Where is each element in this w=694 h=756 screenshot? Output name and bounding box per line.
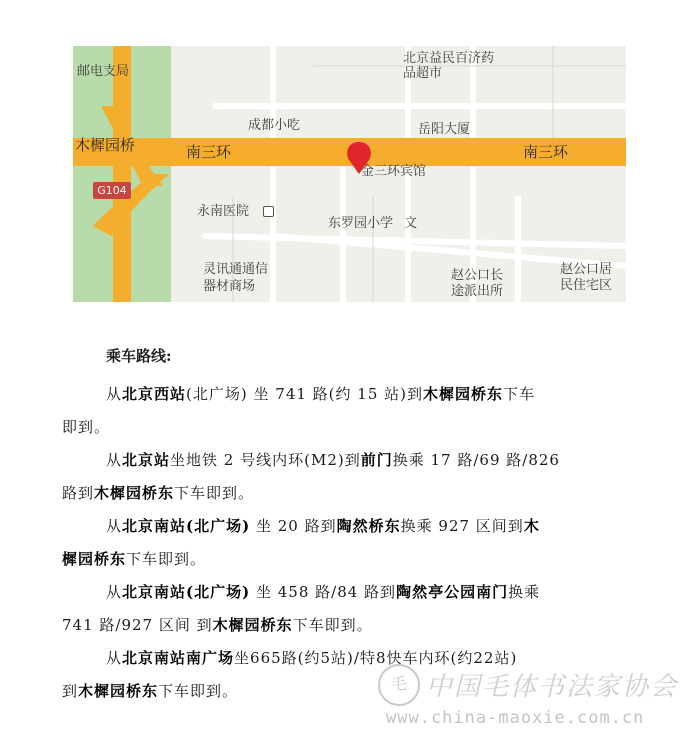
transfer-stop: 陶然桥东 bbox=[336, 517, 401, 535]
destination-stop: 木樨园桥东 bbox=[423, 385, 504, 403]
map-label-school-tag: 文 bbox=[404, 216, 418, 231]
route-detail: 下车即到。 bbox=[126, 550, 207, 568]
map-label-restaurant: 成都小吃 bbox=[248, 118, 301, 133]
map-label-ring-road-right: 南三环 bbox=[523, 143, 569, 161]
route-detail: 坐 20 路到 bbox=[250, 517, 337, 535]
route-detail: 坐 458 路/84 路到 bbox=[250, 583, 397, 601]
map-label-school: 东罗园小学 bbox=[328, 216, 394, 231]
route-detail: 路到 bbox=[62, 484, 95, 502]
destination-stop: 木樨园桥东 bbox=[212, 616, 293, 634]
map-label-hospital: 永南医院 bbox=[197, 204, 250, 219]
route-3-line-1 bbox=[62, 510, 642, 543]
route-4-line-1 bbox=[62, 576, 642, 609]
route-2-line-1 bbox=[62, 444, 642, 477]
map-roads bbox=[73, 46, 626, 302]
text-from: 从 bbox=[106, 517, 123, 535]
location-map[interactable] bbox=[73, 46, 626, 302]
route-4-line-2 bbox=[62, 609, 642, 642]
station-name: 北京西站 bbox=[122, 385, 187, 403]
station-name: 北京南站(北广场) bbox=[122, 583, 251, 601]
destination-stop: 木樨园桥东 bbox=[78, 682, 159, 700]
map-label-residence-line1: 赵公口居 bbox=[560, 262, 613, 277]
map-label-market-line2: 器材商场 bbox=[203, 279, 256, 294]
map-label-market-line1: 灵讯通通信 bbox=[203, 262, 269, 277]
destination-stop: 木 bbox=[523, 517, 540, 535]
watermark-url: www.china-maoxie.com.cn bbox=[386, 708, 645, 728]
map-label-police-line1: 赵公口长 bbox=[451, 268, 504, 283]
station-name: 北京南站(北广场) bbox=[122, 517, 251, 535]
route-detail: 下车即到。 bbox=[158, 682, 239, 700]
transfer-stop: 陶然亭公园南门 bbox=[396, 583, 509, 601]
route-heading: 乘车路线: bbox=[106, 347, 172, 365]
route-1-line-1 bbox=[62, 378, 642, 411]
station-name: 北京站 bbox=[122, 451, 171, 469]
map-label-bridge: 木樨园桥 bbox=[75, 136, 136, 154]
route-detail: 下车 bbox=[503, 385, 536, 403]
route-detail: 741 路/927 区间 到 bbox=[62, 616, 213, 634]
hospital-icon bbox=[263, 206, 274, 217]
map-label-police-line2: 途派出所 bbox=[451, 284, 504, 299]
watermark-name: 中国毛体书法家协会 bbox=[426, 672, 679, 702]
station-name: 北京南站南广场 bbox=[122, 649, 235, 667]
route-detail: 换乘 927 区间到 bbox=[400, 517, 524, 535]
route-detail: (北广场) 坐 741 路(约 15 站)到 bbox=[186, 385, 423, 403]
route-detail: 下车即到。 bbox=[174, 484, 255, 502]
map-label-ring-road-left: 南三环 bbox=[186, 143, 232, 161]
map-label-pharmacy: 北京益民百济药品超市 bbox=[403, 51, 495, 81]
map-label-residence-line2: 民住宅区 bbox=[560, 278, 613, 293]
watermark bbox=[378, 660, 688, 735]
destination-stop: 木樨园桥东 bbox=[94, 484, 175, 502]
destination-stop: 樨园桥东 bbox=[62, 550, 127, 568]
text-from: 从 bbox=[106, 385, 123, 403]
route-detail: 换乘 17 路/69 路/826 bbox=[392, 451, 560, 469]
route-detail: 换乘 bbox=[508, 583, 541, 601]
route-3-line-2 bbox=[62, 543, 642, 576]
route-2-line-2 bbox=[62, 477, 642, 510]
map-label-hotel: 金三环宾馆 bbox=[361, 164, 427, 179]
route-detail: 坐地铁 2 号线内环(M2)到 bbox=[170, 451, 361, 469]
route-text bbox=[62, 345, 642, 708]
watermark-seal-icon: 毛 bbox=[378, 664, 420, 706]
map-route-shield: G104 bbox=[93, 182, 131, 199]
text-from: 从 bbox=[106, 451, 123, 469]
route-1-line-2: 即到。 bbox=[62, 418, 111, 436]
text-from: 从 bbox=[106, 583, 123, 601]
transfer-stop: 前门 bbox=[360, 451, 393, 469]
route-detail: 坐665路(约5站)/特8快车内环(约22站) bbox=[234, 649, 518, 667]
text-from: 从 bbox=[106, 649, 123, 667]
route-detail: 到 bbox=[62, 682, 79, 700]
route-detail: 下车即到。 bbox=[292, 616, 373, 634]
map-label-building: 岳阳大厦 bbox=[418, 122, 471, 137]
map-label-post-office: 邮电支局 bbox=[77, 64, 130, 79]
